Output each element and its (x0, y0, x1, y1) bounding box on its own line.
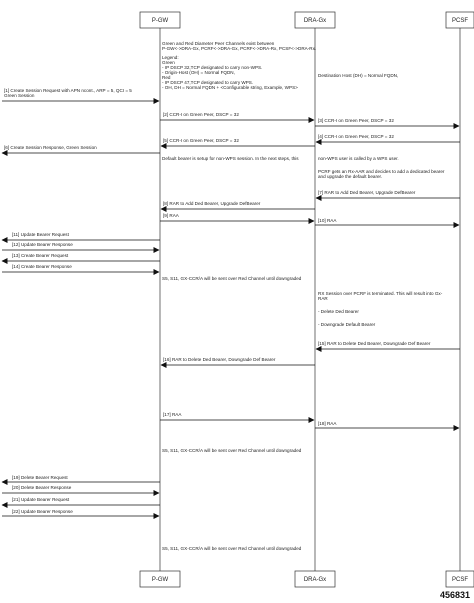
label-m3: [3] CCR-I on Green Peer, DSCP = 32 (318, 118, 394, 123)
pcsf-label-bottom: PCSF (451, 577, 469, 583)
note-default-bearer: Default bearer is setup for non-WPS session. In the next steps, this (162, 156, 299, 161)
label-m5: [5] CCR-I on Green Peer, DSCP = 32 (163, 138, 239, 143)
pcsf-label-top: PCSF (451, 18, 469, 24)
note-wps-user: non-WPS user is called by a WPS user. (318, 156, 399, 161)
pgw-box-top (140, 12, 180, 28)
note-delete-ded: - Delete Ded Bearer (318, 309, 359, 314)
figure-id: 456831 (439, 590, 470, 600)
note-rx-terminated-2: RAR (318, 296, 328, 301)
label-m10: [10] RAA (318, 218, 337, 223)
label-m20: [20] Delete Bearer Response (12, 485, 72, 490)
pcsf-box-bottom (446, 571, 474, 587)
pgw-label-bottom: P-GW (151, 577, 169, 583)
dra-label-top: DRA-Gx (303, 18, 327, 24)
label-m13: [13] Create Bearer Request (12, 253, 69, 258)
note-legend-3: - Origin-Host (OH) = Normal FQDN, (162, 70, 235, 75)
label-m2: [2] CCR-I on Green Peer, DSCP = 32 (163, 112, 239, 117)
label-m17: [17] RAA (163, 412, 182, 417)
label-m18: [18] RAA (318, 421, 337, 426)
label-m14: [14] Create Bearer Response (12, 264, 72, 269)
label-m4: [4] CCR-I on Green Peer, DSCP = 32 (318, 134, 394, 139)
note-red-channel-2: S5, S11, GX-CCR/A will be sent over Red Channel until downgraded (162, 448, 302, 453)
note-pcrf-rx-1: PCRF gets an Rx-AAR and decides to add a dedicated bearer (318, 169, 445, 174)
note-downgrade-def: - Downgrade Default Bearer (318, 322, 376, 327)
pgw-label-top: P-GW (151, 18, 169, 24)
label-m12: [12] Update Bearer Response (12, 242, 73, 247)
dra-box-top (295, 12, 335, 28)
note-legend-5: - IP DSCP 47,TCP designated to carry WPS. (162, 80, 254, 85)
label-m9: [9] RAA (163, 213, 179, 218)
label-m15: [15] RAR to Delete Ded Bearer, Downgrade Def Bearer (318, 341, 431, 346)
pgw-box-bottom (140, 571, 180, 587)
note-peer-channels-2: P-GW<->DRA-Gx, PCRF<->DRA-Gx, PCRF<->DRA-Rx, PCSF<->DRA-Rx. (162, 46, 317, 51)
label-m8: [8] RAR to Add Ded Bearer, Upgrade DefBearer (163, 201, 261, 206)
note-legend-2: - IP DSCP 32,TCP designated to carry non-WPS. (162, 65, 263, 70)
label-m22: [22] Update Bearer Response (12, 509, 73, 514)
label-m1-line2: Green Session (4, 93, 35, 98)
note-rx-terminated-1: RX Session over PCRF is terminated. This will result into Gx- (318, 291, 443, 296)
label-m19: [19] Delete Bearer Request (12, 475, 68, 480)
note-pcrf-rx-2: and upgrade the default bearer. (318, 174, 383, 179)
dra-box-bottom (295, 571, 335, 587)
label-m7: [7] RAR to Add Ded Bearer, Upgrade DefBearer (318, 190, 416, 195)
note-dest-host: Destination Host (DH) = Normal FQDN, (318, 73, 399, 78)
note-red-channel-3: S5, S11, GX-CCR/A will be sent over Red Channel until downgraded (162, 546, 302, 551)
note-legend-4: Red (162, 75, 171, 80)
label-m1-line1: [1] Create Session Request with APN ncont., ARP = 5, QCI = 5 (4, 88, 132, 93)
label-m6: [6] Create Session Response, Green Session (4, 145, 97, 150)
note-red-channel-1: S5, S11, GX-CCR/A will be sent over Red Channel until downgraded (162, 276, 302, 281)
dra-label-bottom: DRA-Gx (303, 577, 327, 583)
note-peer-channels-1: Green and Red Diameter Peer Channels exist between (162, 41, 275, 46)
note-legend-6: - OH, DH = Normal FQDN + <Configurable string, Example, WPS> (162, 85, 298, 90)
pcsf-box-top (446, 12, 474, 28)
note-legend-1: Green (162, 60, 175, 65)
label-m21: [21] Update Bearer Request (12, 497, 70, 502)
note-legend-0: Legend: (162, 55, 179, 60)
label-m11: [11] Update Bearer Request (12, 232, 69, 237)
label-m16: [16] RAR to Delete Ded Bearer, Downgrade Def Bearer (163, 357, 276, 362)
